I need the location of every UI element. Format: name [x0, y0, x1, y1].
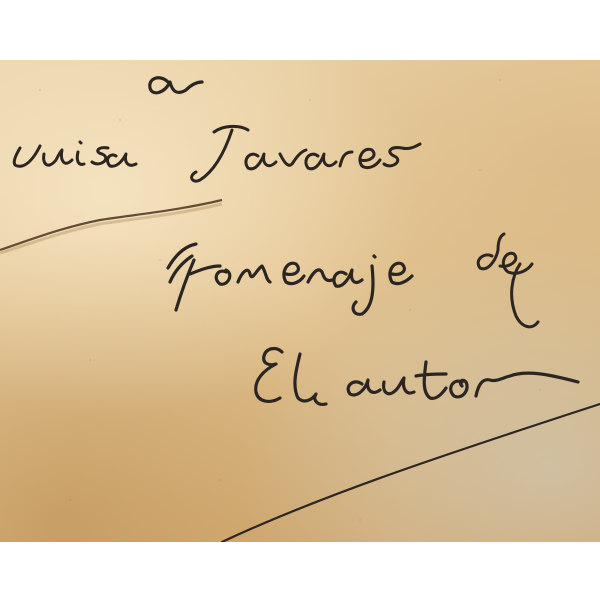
signature-underline — [222, 404, 600, 542]
word-tavares — [192, 126, 420, 181]
paper-photo — [0, 60, 600, 542]
word-a — [150, 78, 202, 93]
handwritten-inscription — [0, 60, 600, 542]
word-luisa — [14, 142, 136, 166]
word-el — [256, 349, 326, 405]
word-de — [478, 234, 538, 327]
paper-texture — [39, 79, 541, 521]
word-autor — [348, 362, 578, 398]
word-homenaje — [168, 244, 412, 314]
